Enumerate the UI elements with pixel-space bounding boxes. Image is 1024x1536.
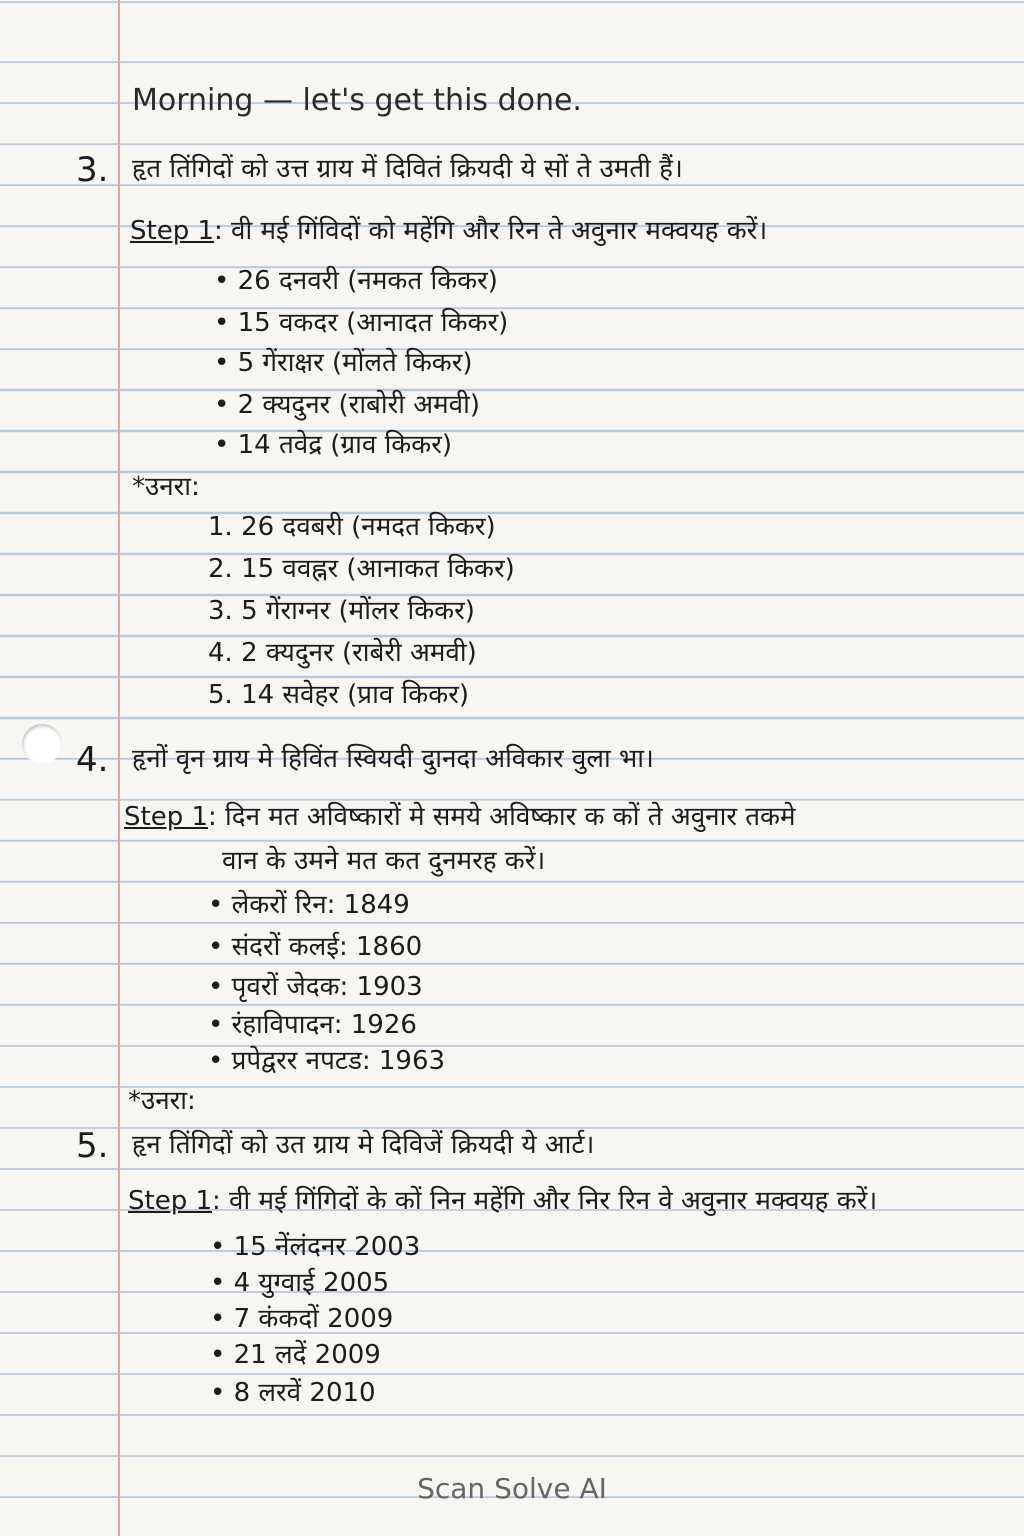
question-number: 3. bbox=[76, 150, 109, 190]
step-label: Step 1 bbox=[128, 1186, 213, 1216]
greeting: Morning — let's get this done. bbox=[132, 83, 582, 118]
step-line bbox=[124, 800, 796, 834]
answer-label: *उनरा: bbox=[128, 1086, 196, 1116]
list-item: • लेकरों रिन: 1849 bbox=[208, 890, 410, 920]
list-item: • रंहाविपादन: 1926 bbox=[208, 1010, 417, 1040]
question-text: हृन तिंगिदों को उत ग्राय मे दिविजें क्रियदी ये आर्ट। bbox=[132, 1130, 595, 1160]
list-item: • 2 क्यदुनर (राबोरी अमवी) bbox=[214, 390, 481, 420]
list-item: • 7 कंकदों 2009 bbox=[210, 1304, 394, 1334]
list-item: • 21 लदें 2009 bbox=[210, 1340, 381, 1370]
step-label: Step 1 bbox=[124, 802, 209, 832]
list-item: • 15 वकदर (आनादत किकर) bbox=[214, 308, 509, 338]
question-number: 4. bbox=[76, 740, 109, 780]
list-item: • 5 गेंराक्षर (मोंलते किकर) bbox=[214, 348, 473, 378]
list-item: • 4 युग्वाई 2005 bbox=[210, 1268, 390, 1298]
margin-line bbox=[118, 0, 120, 1536]
step-text: : दिन मत अविष्कारों मे समये अविष्कार क कों ते अवुनार तकमे bbox=[208, 802, 796, 832]
answer-label: *उनरा: bbox=[132, 472, 200, 502]
footer-watermark: Scan Solve AI bbox=[417, 1472, 607, 1505]
step-text: : वी मई गिंगिदों के कों निन महेंगि और निर रिन वे अवुनार मक्वयह करें। bbox=[212, 1186, 878, 1216]
answer-item: 2. 15 ववह्नर (आनाकत किकर) bbox=[208, 554, 515, 584]
step-label: Step 1 bbox=[130, 216, 215, 246]
step-line bbox=[130, 214, 767, 248]
answer-item: 4. 2 क्यदुनर (राबेरी अमवी) bbox=[208, 638, 477, 668]
question-number: 5. bbox=[76, 1126, 109, 1166]
list-item: • संदरों कलई: 1860 bbox=[208, 932, 423, 962]
answer-item: 3. 5 गेंराग्नर (मोंलर किकर) bbox=[208, 596, 475, 626]
question-text: हृनों वृन ग्राय मे हिविंत स्वियदी दुानदा अविकार वुला भा। bbox=[132, 744, 654, 774]
list-item: • 8 लरवें 2010 bbox=[210, 1378, 376, 1408]
list-item: • 26 दनवरी (नमकत किकर) bbox=[214, 266, 498, 296]
step-text: : वी मई गिंविदों को महेंगि और रिन ते अवुनार मक्वयह करें। bbox=[214, 216, 768, 246]
question-text: हृत तिंगिदों को उत्त ग्राय में दिवितं क्रियदी ये सों ते उमती हैं। bbox=[132, 154, 683, 184]
list-item: • 14 तवेद्र (ग्राव किकर) bbox=[214, 430, 453, 460]
binder-hole bbox=[22, 724, 62, 764]
step-line bbox=[128, 1184, 877, 1218]
list-item: • पृवरों जेदक: 1903 bbox=[208, 972, 423, 1002]
answer-item: 5. 14 सवेहर (प्राव किकर) bbox=[208, 680, 469, 710]
list-item: • प्रपेद्वरर नपटड: 1963 bbox=[208, 1046, 446, 1076]
answer-item: 1. 26 दवबरी (नमदत किकर) bbox=[208, 512, 496, 542]
step-text-continued: वान के उमने मत कत दुनमरह करें। bbox=[222, 846, 546, 876]
list-item: • 15 नेंलंदनर 2003 bbox=[210, 1232, 421, 1262]
